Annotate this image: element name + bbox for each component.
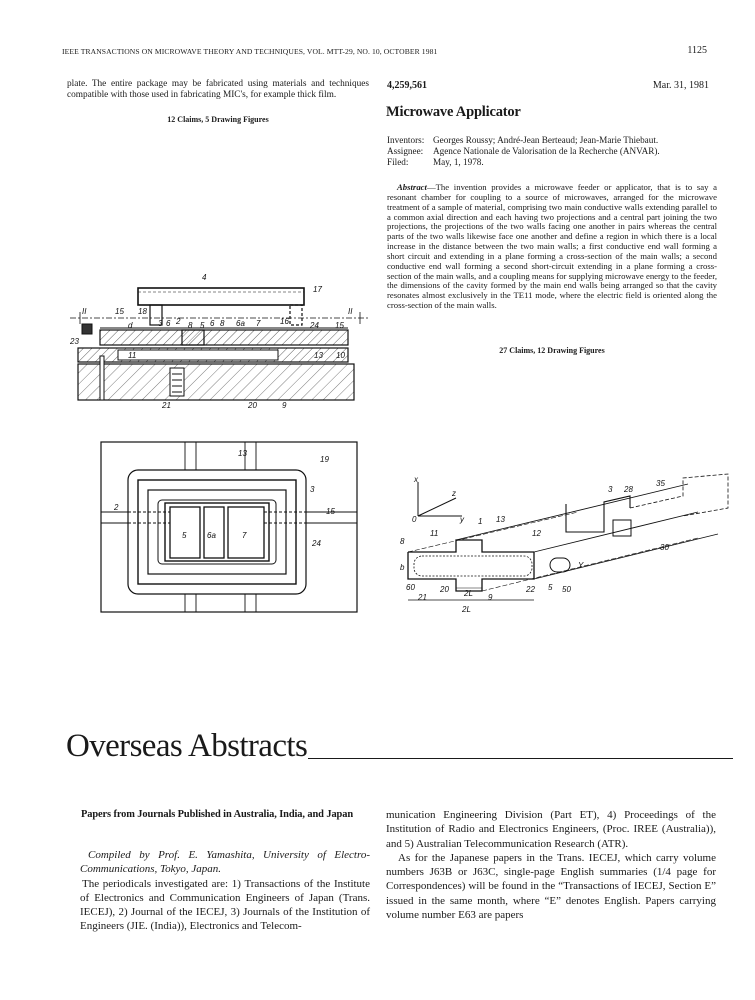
svg-text:2L: 2L	[464, 589, 473, 598]
svg-text:24: 24	[310, 321, 319, 330]
svg-text:13: 13	[314, 351, 323, 360]
svg-text:8: 8	[220, 319, 225, 328]
page-number: 1125	[687, 45, 707, 56]
figure-plan-view	[100, 440, 362, 620]
svg-text:18: 18	[138, 307, 147, 316]
figure-cross-section	[70, 268, 375, 416]
svg-text:4: 4	[202, 273, 207, 282]
svg-text:7: 7	[242, 531, 247, 540]
svg-text:50: 50	[562, 585, 571, 594]
svg-text:17: 17	[313, 285, 322, 294]
inventors-label: Inventors:	[387, 135, 425, 145]
compiled-by: Compiled by Prof. E. Yamashita, University of Electro-Communications, Tokyo, Japan.	[80, 849, 370, 876]
patent-number: 4,259,561	[387, 80, 427, 91]
svg-text:7: 7	[256, 319, 261, 328]
svg-text:2L: 2L	[462, 605, 471, 614]
svg-text:13: 13	[496, 515, 505, 524]
section-rule	[308, 758, 733, 759]
svg-text:5: 5	[182, 531, 187, 540]
svg-text:2: 2	[176, 317, 181, 326]
svg-text:x: x	[414, 475, 418, 484]
section-heading	[66, 728, 733, 765]
svg-text:19: 19	[320, 455, 329, 464]
svg-text:3: 3	[608, 485, 613, 494]
figure-perspective	[398, 472, 733, 622]
svg-text:1: 1	[478, 517, 483, 526]
abstract-text: —The invention provides a microwave feeder or applicator, that is to say a resonant chamber for coupling to a source of microwaves, arranged for the microwave treatment of a sample of material, comprising two main conductive walls extending parallel to a common axial direction and each having two projections and a central part joining the two projections, the projections of the two walls facing one another in pairs whereas the central parts of the two walls likewise face one another and define a region in which there is a local increase in the distance between the two main walls; a first conductive end wall forming a short circuit and extending in a plane forming a cross-section of the main walls; a second conductive end wall forming a second short-circuit extending in a plane forming a cross-section of the main walls, and a coupling means for supplying microwave energy to the feeder, the dimensions of the cavity formed by the main end walls being arranged so that the cavity resonates almost exclusively in the TE11 mode, where the electric field is oriented along the cross-section of the main walls.	[387, 182, 717, 311]
assignee-label: Assignee:	[387, 145, 424, 156]
svg-text:6: 6	[166, 319, 171, 328]
running-head: IEEE TRANSACTIONS ON MICROWAVE THEORY AND TECHNIQUES, VOL. MTT-29, NO. 10, OCTOBER 1981	[62, 47, 438, 56]
svg-text:21: 21	[162, 401, 171, 410]
svg-text:5: 5	[548, 583, 553, 592]
svg-text:12: 12	[532, 529, 541, 538]
section-title: Overseas Abstracts	[66, 728, 308, 764]
svg-text:6a: 6a	[236, 319, 245, 328]
svg-text:8: 8	[188, 321, 193, 330]
svg-text:Y: Y	[578, 561, 584, 570]
svg-text:28: 28	[624, 485, 633, 494]
patent-title: Microwave Applicator	[386, 104, 521, 120]
svg-text:15: 15	[115, 307, 124, 316]
svg-text:6: 6	[210, 319, 215, 328]
svg-text:y: y	[460, 515, 464, 524]
svg-text:22: 22	[526, 585, 535, 594]
svg-text:b: b	[400, 563, 405, 572]
svg-text:13: 13	[238, 449, 247, 458]
svg-text:24: 24	[312, 539, 321, 548]
svg-text:9: 9	[488, 593, 493, 602]
periodicals-paragraph: The periodicals investigated are: 1) Transactions of the Institute of Electronics and Communication Engineers of Japan (Trans. IECEJ), 2) Journal of the IECEJ, 3) Journals of the Institution of Engineers (JIE. (India)), Electronics and Telecom-	[80, 877, 370, 933]
svg-text:10: 10	[336, 351, 345, 360]
patent-claims: 27 Claims, 12 Drawing Figures	[499, 346, 605, 355]
svg-text:0: 0	[412, 515, 417, 524]
svg-text:15: 15	[326, 507, 335, 516]
svg-text:z: z	[452, 489, 456, 498]
svg-text:2: 2	[114, 503, 119, 512]
svg-text:II: II	[82, 307, 87, 316]
assignee-row	[387, 146, 660, 157]
svg-text:35: 35	[656, 479, 665, 488]
svg-text:30: 30	[660, 543, 669, 552]
inventors-value: Georges Roussy; André-Jean Berteaud; Jean-Marie Thiebaut.	[433, 135, 659, 145]
svg-text:23: 23	[70, 337, 79, 346]
patent-date: Mar. 31, 1981	[652, 80, 709, 91]
assignee-value: Agence Nationale de Valorisation de la Recherche (ANVAR).	[433, 145, 660, 156]
svg-text:6a: 6a	[207, 531, 216, 540]
svg-text:15: 15	[335, 321, 344, 330]
periodicals-paragraph-continued: munication Engineering Division (Part ET), 4) Proceedings of the Institution of Radio and Electronics Engineers, (Proc. IREE (Australia)), and 5) Australian Telecommunication Research (ATR).	[386, 809, 716, 850]
continuation-text: plate. The entire package may be fabricated using materials and techniques compatible with those used in fabricating MIC's, for example thick film.	[67, 79, 369, 100]
svg-text:11: 11	[430, 529, 439, 538]
svg-text:9: 9	[282, 401, 287, 410]
overseas-heading: Papers from Journals Published in Australia, India, and Japan	[80, 809, 353, 820]
svg-text:d: d	[128, 321, 133, 330]
inventors-row	[387, 135, 660, 146]
filed-label: Filed:	[387, 156, 409, 167]
svg-text:60: 60	[406, 583, 415, 592]
svg-text:3: 3	[310, 485, 315, 494]
svg-text:8: 8	[400, 537, 405, 546]
left-claims: 12 Claims, 5 Drawing Figures	[167, 115, 269, 124]
japanese-papers-paragraph: As for the Japanese papers in the Trans. IECEJ, which carry volume numbers J63B or J63C, single-page English summaries (1/4 page for Correspondences) will be found in the “Transactions of IECEJ, Section E” issued in the same month, where “E” denotes English. Papers carrying volume number E63 are papers	[386, 851, 716, 922]
svg-text:20: 20	[440, 585, 449, 594]
svg-text:16: 16	[280, 317, 289, 326]
svg-text:21: 21	[418, 593, 427, 602]
patent-abstract	[387, 183, 717, 311]
svg-text:3: 3	[158, 319, 163, 328]
svg-text:11: 11	[128, 351, 137, 360]
svg-text:20: 20	[248, 401, 257, 410]
overseas-left-column	[80, 848, 370, 934]
patent-meta	[387, 135, 660, 167]
svg-text:II: II	[348, 307, 353, 316]
abstract-lead: Abstract	[397, 182, 427, 192]
filed-row	[387, 157, 660, 168]
svg-text:5: 5	[200, 321, 205, 330]
filed-value: May, 1, 1978.	[433, 156, 484, 167]
overseas-right-column	[386, 808, 716, 922]
